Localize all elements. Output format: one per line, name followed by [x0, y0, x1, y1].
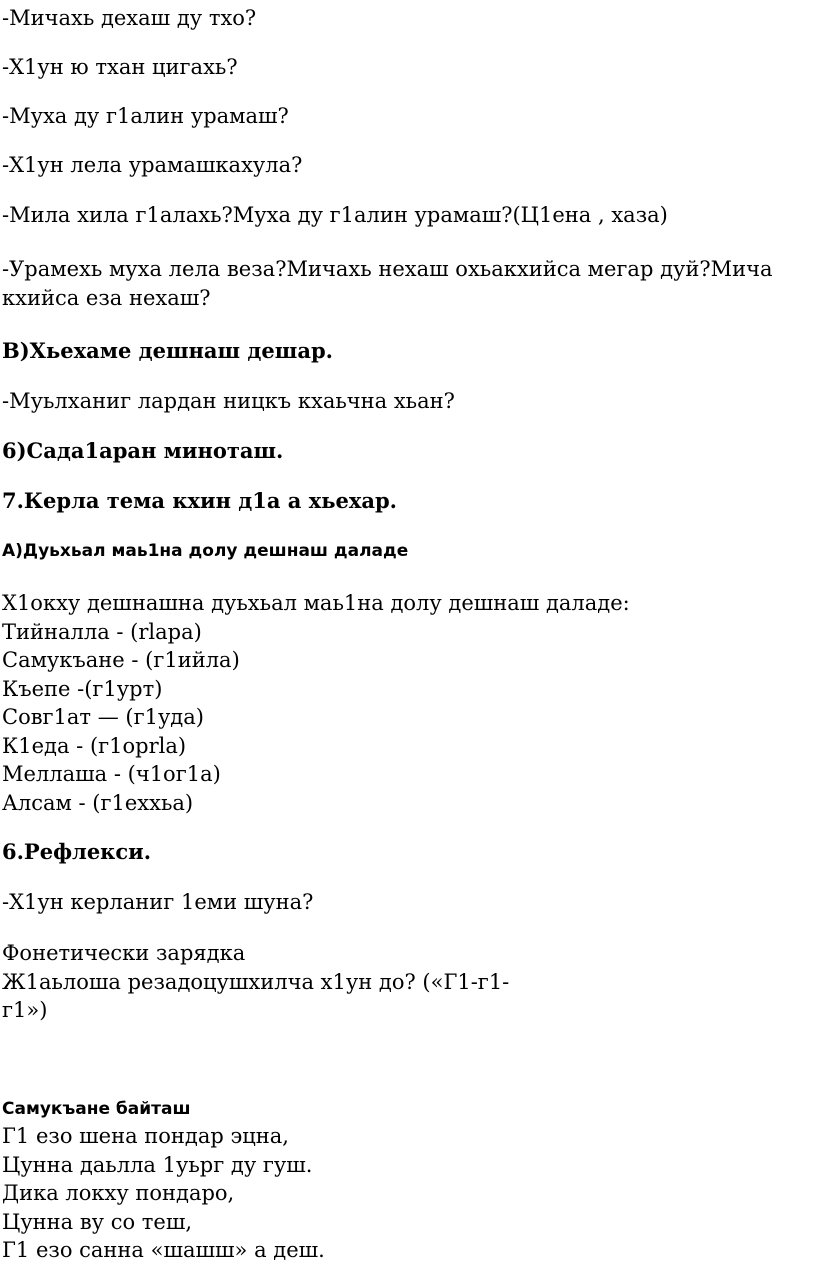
section-heading: 7.Керла тема кхин д1а а хьехар. [2, 488, 397, 513]
section-heading: 6.Рефлекси. [2, 839, 152, 864]
question-line: -Урамехь муха лела веза?Мичахь нехаш охьакхийса мегар дуй?Мича [2, 257, 773, 281]
poem-line: Цунна даьлла 1уьрг ду гуш. [2, 1153, 313, 1177]
task-instruction: Х1окху дешнашна дуьхьал маь1на долу дешнаш даладе: [2, 591, 630, 615]
section-heading: 6)Сада1аран миноташ. [2, 438, 284, 463]
poem-line: Дика локху пондаро, [2, 1181, 235, 1205]
word-pair: Совг1ат — (г1уда) [2, 705, 204, 729]
subsection-heading: А)Дуьхьал маь1на долу дешнаш даладе [2, 541, 409, 561]
word-pair: Алсам - (г1еххьа) [2, 791, 194, 815]
poem-line: Цунна ву со теш, [2, 1210, 193, 1234]
question-line: -Х1ун лела урамашкахула? [2, 153, 303, 177]
word-pair: Меллаша - (ч1ог1а) [2, 762, 221, 786]
question-line: -Муьлханиг лардан ницкъ кхаьчна хьан? [2, 389, 455, 413]
question-line: -Муха ду г1алин урамаш? [2, 104, 289, 128]
word-pair: К1еда - (г1орrla) [2, 734, 187, 758]
poem-line: Г1 езо санна «шашш» а деш. [2, 1238, 325, 1262]
word-pair: Самукъане - (г1ийла) [2, 648, 240, 672]
question-line-continued: кхийса еза нехаш? [2, 286, 211, 310]
section-heading: В)Хьехаме дешнаш дешар. [2, 338, 333, 363]
question-line: -Мила хила г1алахь?Муха ду г1алин урамаш?(Ц1ена , хаза) [2, 203, 668, 227]
exercise-title: Фонетически зарядка [2, 941, 246, 965]
word-pair: Тийналла - (rlapa) [2, 620, 202, 644]
poem-line: Г1 езо шена пондар эцна, [2, 1124, 289, 1148]
poem-title: Самукъане байташ [2, 1099, 191, 1119]
exercise-text: Ж1аьлоша резадоцушхилча х1ун до? («Г1-г1- [2, 970, 510, 994]
exercise-text-continued: г1») [2, 998, 48, 1022]
question-line: -Х1ун ю тхан цигахь? [2, 55, 238, 79]
question-line: -Мичахь дехаш ду тхо? [2, 6, 257, 30]
question-line: -Х1ун керланиг 1еми шуна? [2, 890, 314, 914]
word-pair: Къепе -(г1урт) [2, 677, 163, 701]
